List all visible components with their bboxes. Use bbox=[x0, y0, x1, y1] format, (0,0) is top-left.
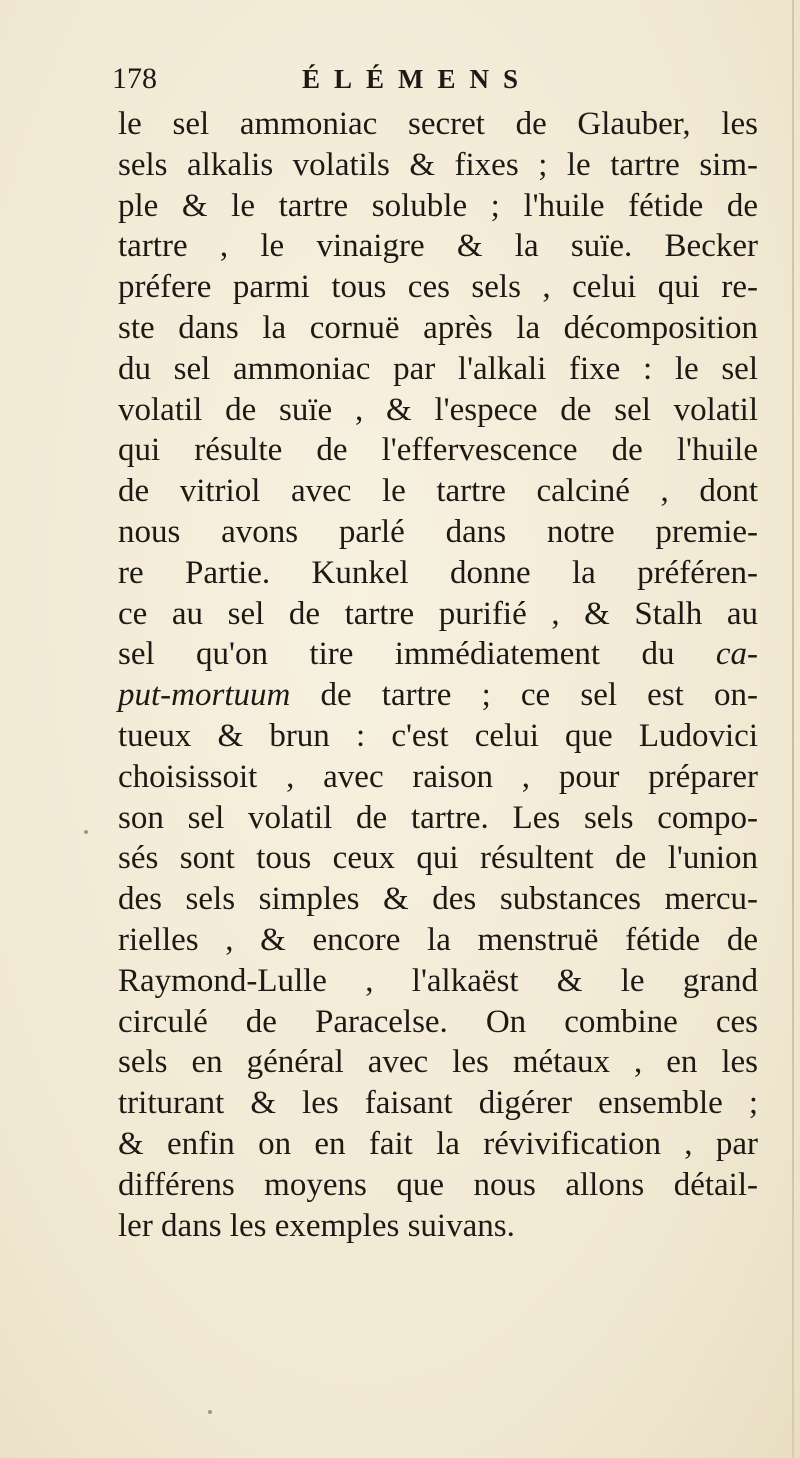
text-line: rielles , & encore la menstruë fétide de bbox=[118, 921, 758, 958]
text-line: qui résulte de l'effervescence de l'huile bbox=[118, 432, 758, 469]
text-line: préfere parmi tous ces sels , celui qui re- bbox=[118, 269, 758, 306]
text-line: ce au sel de tartre purifié , & Stalh au bbox=[118, 595, 758, 632]
text-line: des sels simples & des substances mercu- bbox=[118, 881, 758, 918]
page-edge bbox=[792, 0, 794, 1458]
running-title: ÉLÉMENS bbox=[302, 64, 533, 94]
text-line: sels alkalis volatils & fixes ; le tartre sim- bbox=[118, 146, 758, 183]
text-line: ple & le tartre soluble ; l'huile fétide de bbox=[118, 187, 758, 224]
body-text bbox=[118, 104, 758, 1246]
text-line: Raymond-Lulle , l'alkaëst & le grand bbox=[118, 962, 758, 999]
page-header bbox=[112, 62, 672, 102]
text-line: triturant & les faisant digérer ensemble ; bbox=[118, 1085, 758, 1122]
text-line-last: ler dans les exemples suivans. bbox=[118, 1207, 515, 1244]
text-line-part: de tartre ; ce sel est on- bbox=[290, 677, 758, 714]
text-line: sés sont tous ceux qui résultent de l'union bbox=[118, 840, 758, 877]
text-line: le sel ammoniac secret de Glauber, les bbox=[118, 106, 758, 142]
text-line: différens moyens que nous allons détail- bbox=[118, 1166, 758, 1203]
text-line: ste dans la cornuë après la décomposition bbox=[118, 309, 758, 346]
text-line-with-italic bbox=[118, 634, 758, 675]
text-line: du sel ammoniac par l'alkali fixe : le sel bbox=[118, 350, 758, 387]
paper-speck bbox=[208, 1410, 212, 1414]
text-line: tartre , le vinaigre & la suïe. Becker bbox=[118, 228, 758, 265]
italic-term: put-mortuum bbox=[118, 677, 291, 714]
text-line: son sel volatil de tartre. Les sels compo- bbox=[118, 799, 758, 836]
text-line-part: sel qu'on tire immédiatement du bbox=[118, 636, 675, 673]
text-line-with-italic bbox=[118, 675, 758, 716]
paper-speck bbox=[84, 830, 88, 834]
text-line: circulé de Paracelse. On combine ces bbox=[118, 1003, 758, 1040]
text-line: de vitriol avec le tartre calciné , dont bbox=[118, 473, 758, 510]
text-line: choisissoit , avec raison , pour préparer bbox=[118, 758, 758, 795]
page-number: 178 bbox=[112, 62, 157, 95]
text-line: volatil de suïe , & l'espece de sel volatil bbox=[118, 391, 758, 428]
text-line: & enfin on en fait la révivification , par bbox=[118, 1125, 758, 1162]
text-line: tueux & brun : c'est celui que Ludovici bbox=[118, 717, 758, 754]
text-line: re Partie. Kunkel donne la préféren- bbox=[118, 554, 758, 591]
text-line: sels en général avec les métaux , en les bbox=[118, 1044, 758, 1081]
text-line: nous avons parlé dans notre premie- bbox=[118, 513, 758, 550]
italic-term: ca- bbox=[715, 636, 759, 673]
